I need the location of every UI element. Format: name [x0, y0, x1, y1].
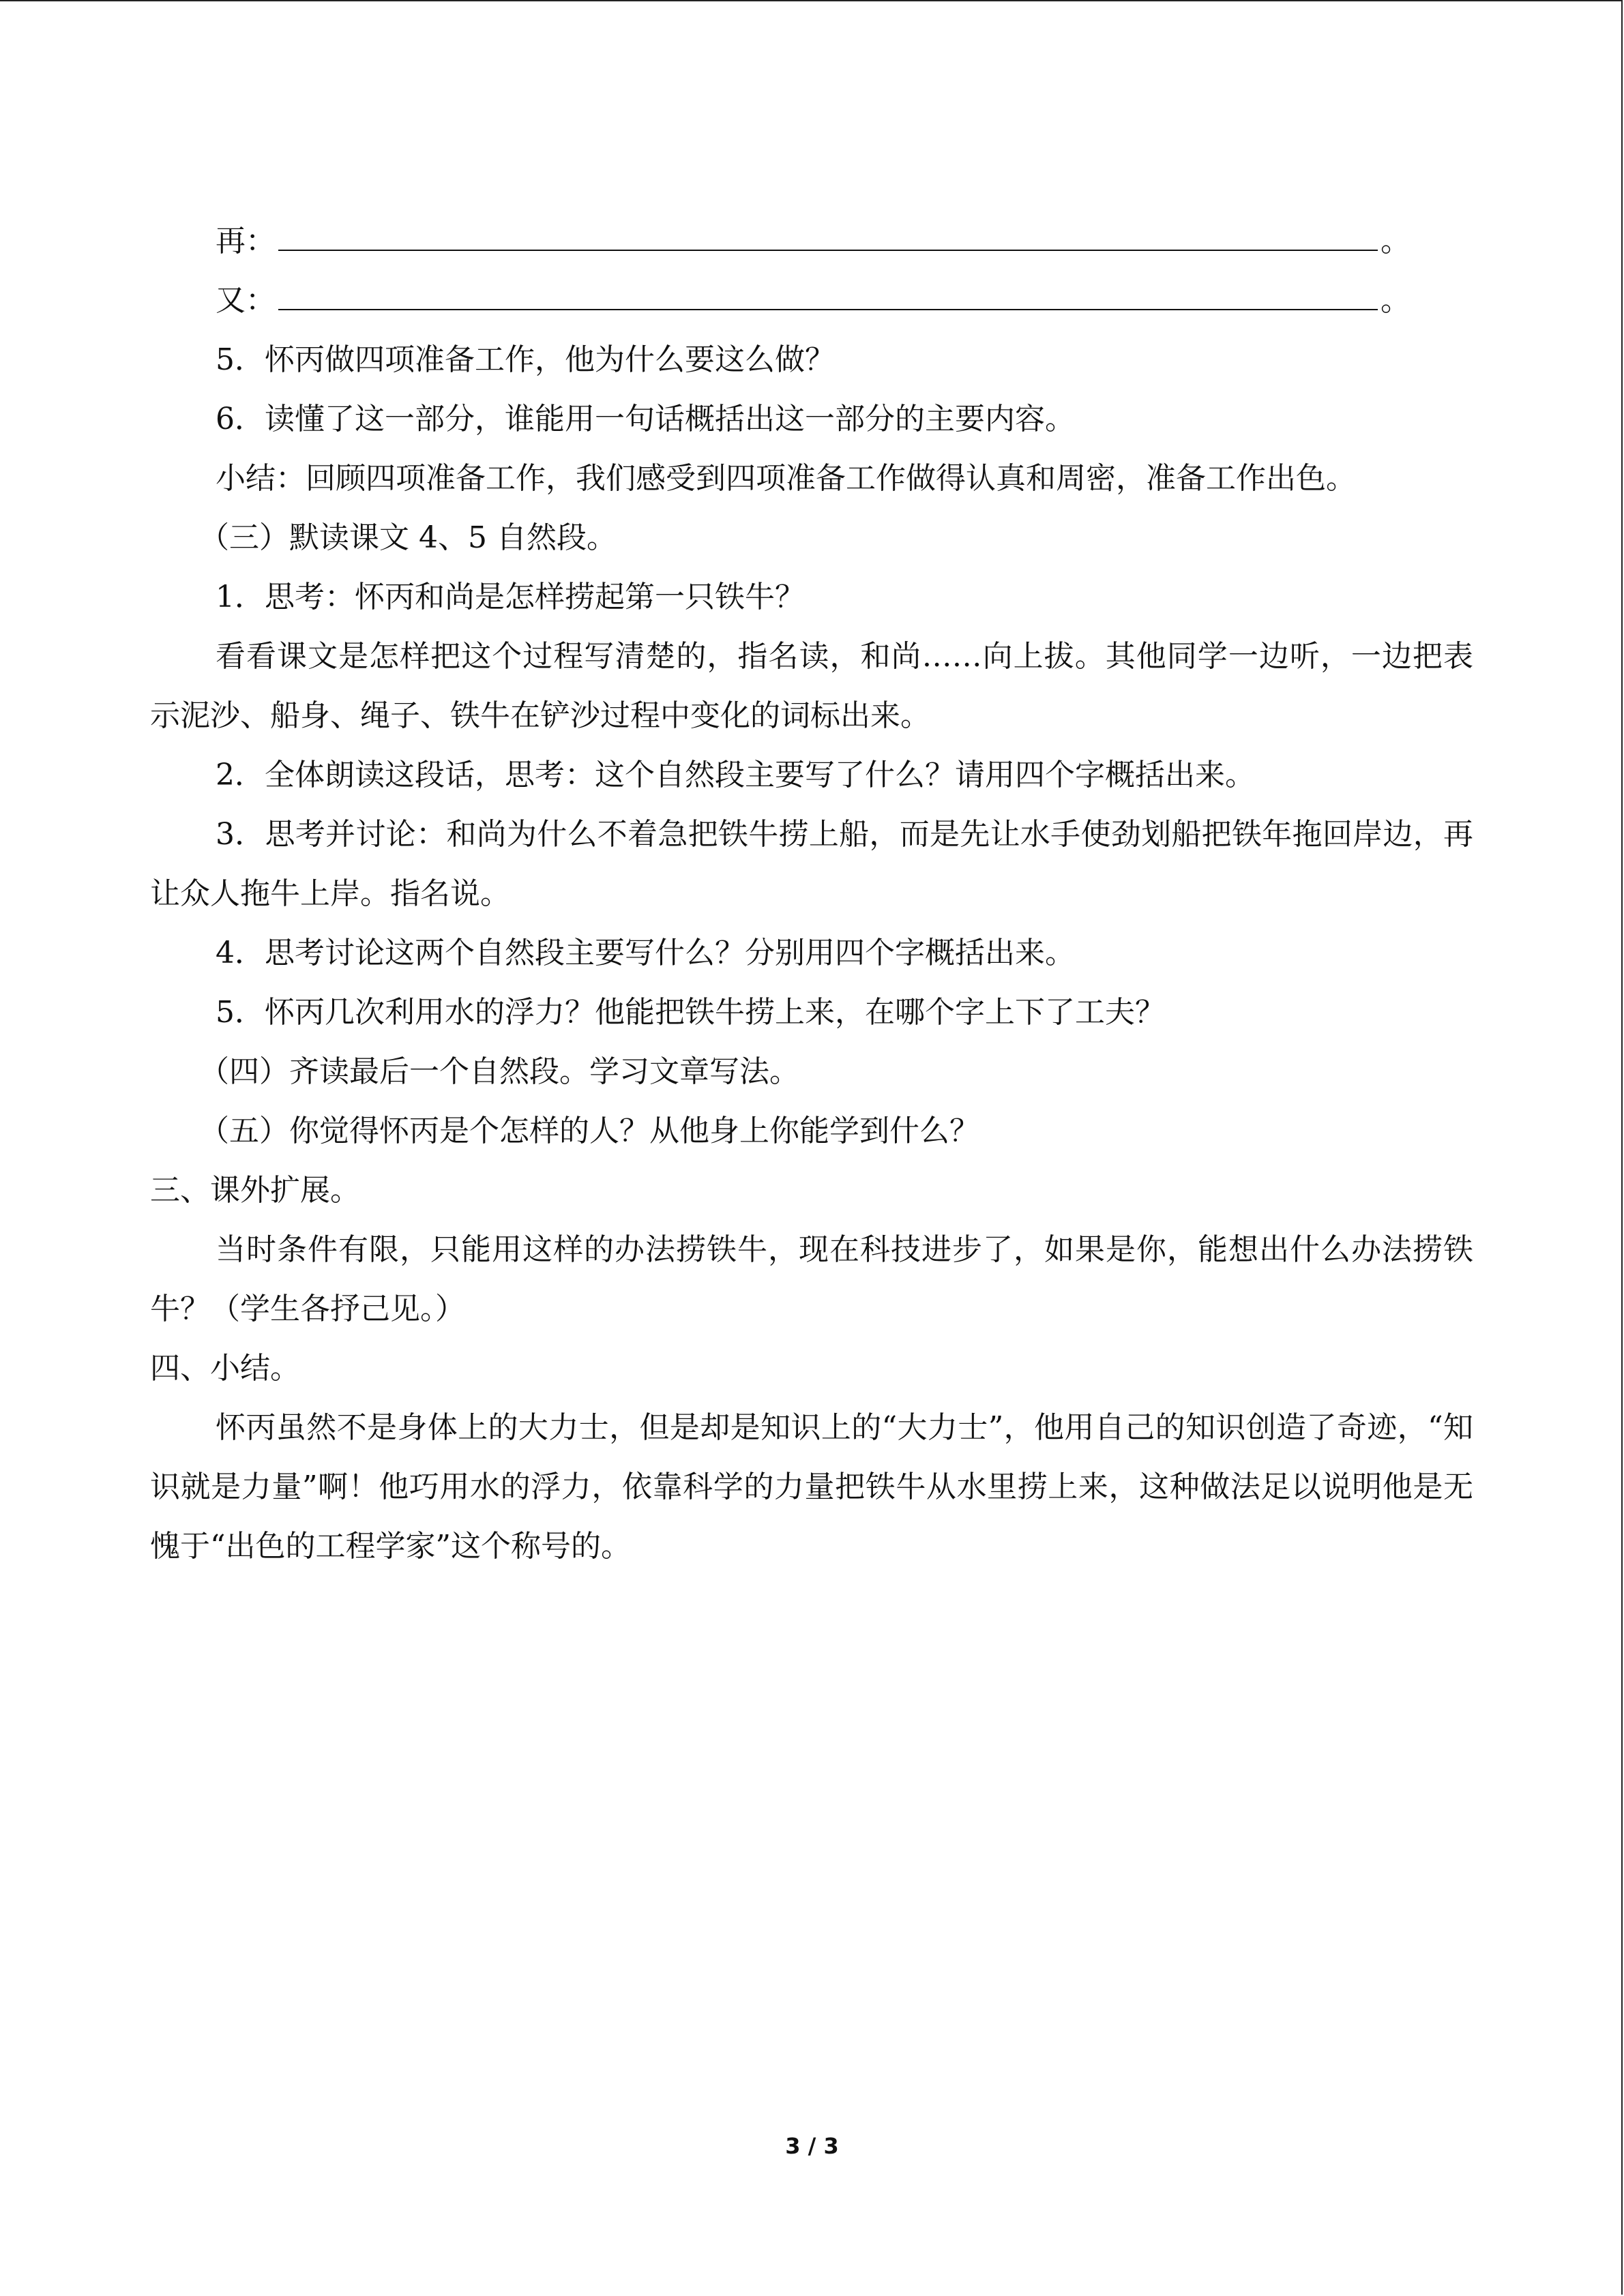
section-5-heading: （五）你觉得怀丙是个怎样的人？从他身上你能学到什么？ — [199, 1114, 979, 1148]
section-3-question-4: 4．思考讨论这两个自然段主要写什么？分别用四个字概括出来。 — [216, 936, 1075, 970]
fill-in-row-you — [150, 271, 1473, 330]
fill-in-blank[interactable] — [278, 282, 1378, 310]
section-3-heading: （三）默读课文 4、5 自然段。 — [199, 520, 617, 555]
section-3-question-3: 3．思考并讨论：和尚为什么不着急把铁牛捞上船，而是先让水手使劲划船把铁年拖回岸边，再让众人拖牛上岸。指名说。 — [150, 817, 1473, 911]
fill-in-period: 。 — [1381, 283, 1411, 318]
fill-in-blank[interactable] — [278, 222, 1378, 251]
fill-in-label: 又： — [216, 283, 276, 318]
part-3-paragraph: 当时条件有限，只能用这样的办法捞铁牛，现在科技进步了，如果是你，能想出什么办法捞铁牛？（学生各抒己见。） — [150, 1232, 1473, 1326]
page-number: 3 / 3 — [785, 2133, 839, 2159]
section-3-question-5: 5．怀丙几次利用水的浮力？他能把铁牛捞上来，在哪个字上下了工夫？ — [216, 995, 1165, 1030]
question-5: 5．怀丙做四项准备工作，他为什么要这么做？ — [216, 342, 835, 377]
section-3-question-2: 2．全体朗读这段话，思考：这个自然段主要写了什么？请用四个字概括出来。 — [216, 758, 1255, 792]
section-3-paragraph: 看看课文是怎样把这个过程写清楚的，指名读，和尚……向上拔。其他同学一边听，一边把表示泥沙、船身、绳子、铁牛在铲沙过程中变化的词标出来。 — [150, 639, 1473, 733]
section-4-heading: （四）齐读最后一个自然段。学习文章写法。 — [199, 1054, 799, 1089]
part-4-paragraph: 怀丙虽然不是身体上的大力士，但是却是知识上的“大力士”，他用自己的知识创造了奇迹，“知识就是力量”啊！他巧用水的浮力，依靠科学的力量把铁牛从水里捞上来，这种做法足以说明他是无愧于“出色的工程学家”这个称号的。 — [150, 1410, 1473, 1564]
document-body — [150, 211, 1473, 1576]
section-3-question-1: 1．思考：怀丙和尚是怎样捞起第一只铁牛？ — [216, 580, 805, 614]
fill-in-label: 再： — [216, 224, 276, 258]
question-6: 6．读懂了这一部分，谁能用一句话概括出这一部分的主要内容。 — [216, 402, 1075, 436]
part-4-title: 四、小结。 — [150, 1351, 300, 1386]
part-3-title: 三、课外扩展。 — [150, 1173, 360, 1208]
fill-in-row-zai — [150, 211, 1473, 271]
summary-preparation: 小结：回顾四项准备工作，我们感受到四项准备工作做得认真和周密，准备工作出色。 — [216, 461, 1356, 496]
fill-in-period: 。 — [1381, 224, 1411, 258]
